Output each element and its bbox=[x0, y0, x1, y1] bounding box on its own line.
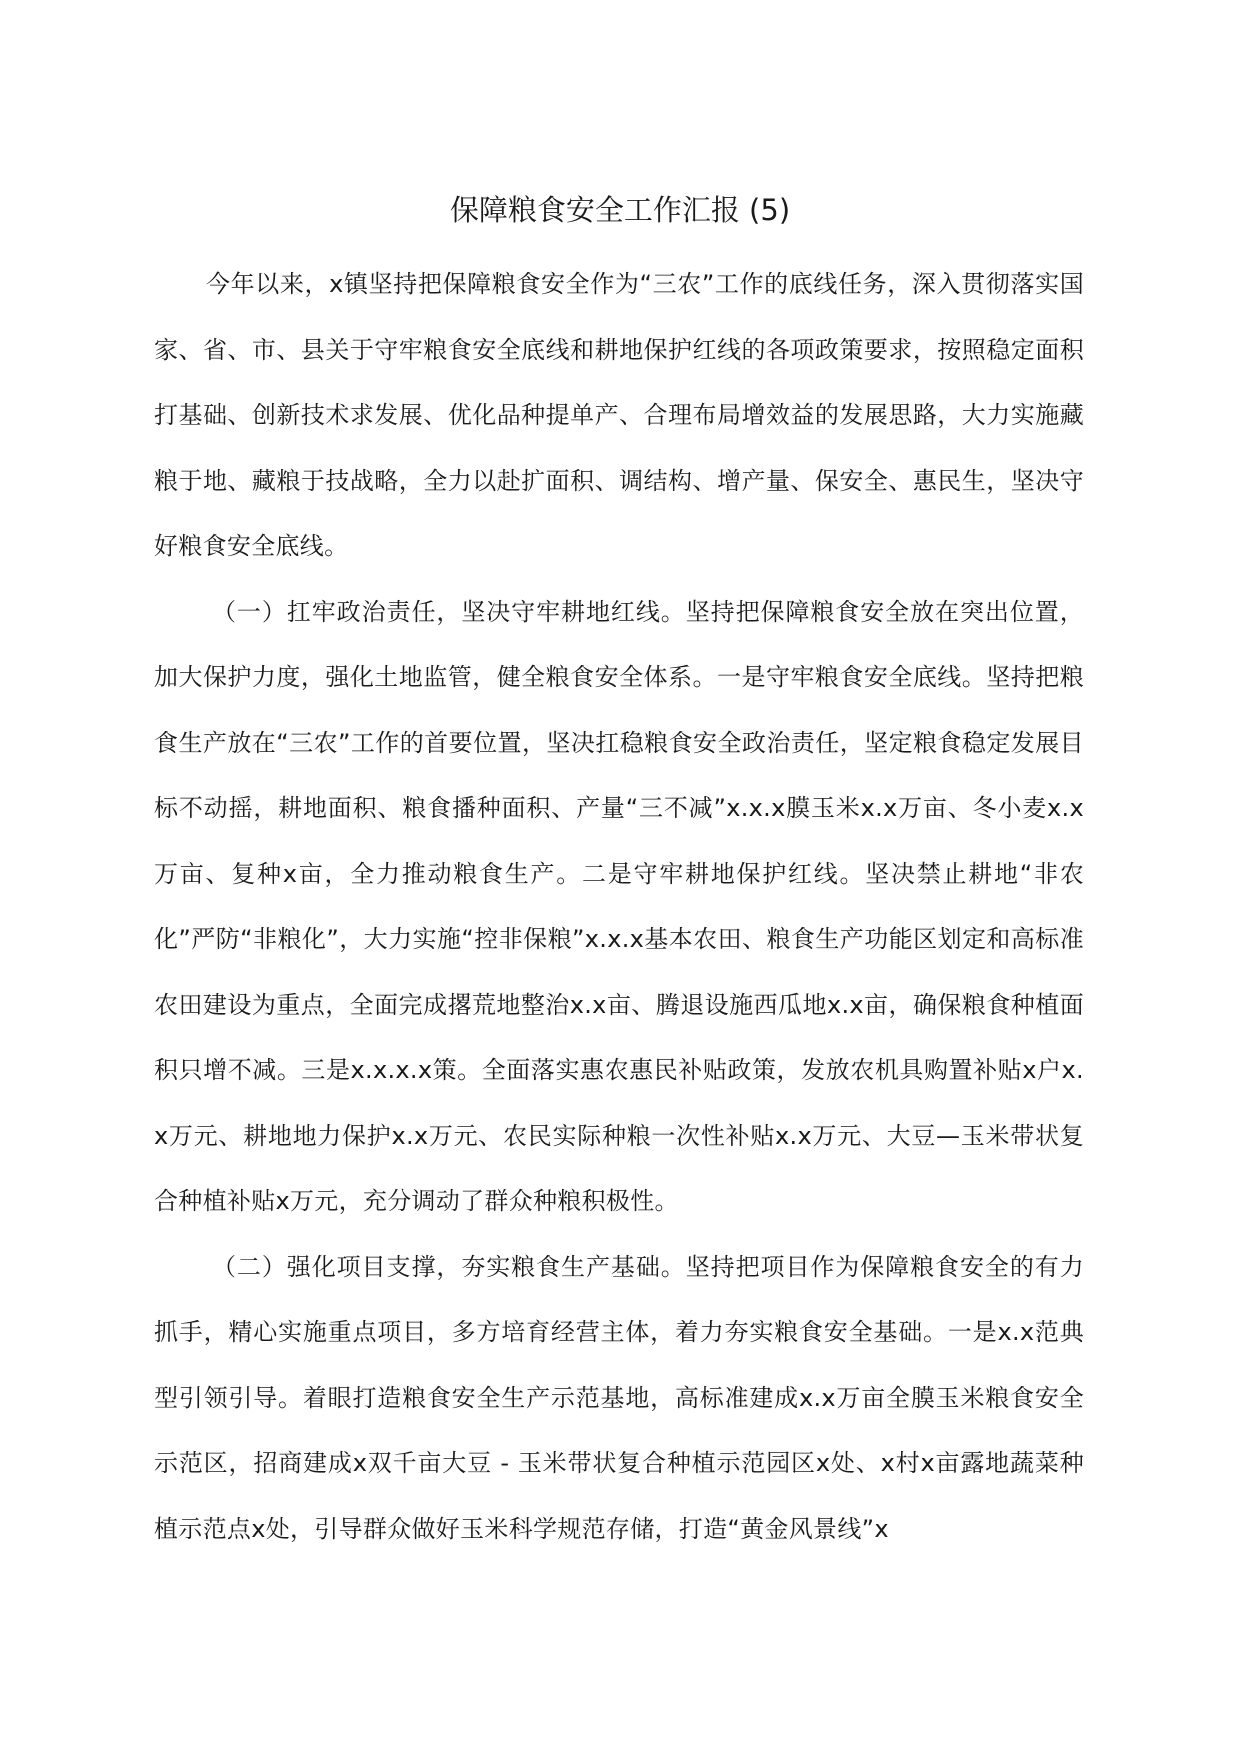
document-title: 保障粮食安全工作汇报 (5) bbox=[449, 193, 791, 227]
paragraph-section-1: （一）扛牢政治责任，坚决守牢耕地红线。坚持把保障粮食安全放在突出位置，加大保护力度，强化土地监管，健全粮食安全体系。一是守牢粮食安全底线。坚持把粮食生产放在“三农”工作的首要位置，坚决扛稳粮食安全政治责任，坚定粮食稳定发展目标不动摇，耕地面积、粮食播种面积、产量“三不减”x.x.x膜玉米x.x万亩、冬小麦x.x万亩、复种x亩，全力推动粮食生产。二是守牢耕地保护红线。坚决禁止耕地“非农化”严防“非粮化”，大力实施“控非保粮”x.x.x基本农田、粮食生产功能区划定和高标准农田建设为重点，全面完成撂荒地整治x.x亩、腾退设施西瓜地x.x亩，确保粮食种植面积只增不减。三是x.x.x.x策。全面落实惠农惠民补贴政策，发放农机具购置补贴x户x.x万元、耕地地力保护x.x万元、农民实际种粮一次性补贴x.x万元、大豆—玉米带状复合种植补贴x万元，充分调动了群众种粮积极性。 bbox=[154, 597, 1084, 1215]
document-body bbox=[154, 252, 1084, 1562]
paragraph-section-2: （二）强化项目支撑，夯实粮食生产基础。坚持把项目作为保障粮食安全的有力抓手，精心实施重点项目，多方培育经营主体，着力夯实粮食安全基础。一是x.x范典型引领引导。着眼打造粮食安全生产示范基地，高标准建成x.x万亩全膜玉米粮食安全示范区，招商建成x双千亩大豆 - 玉米带状复合种植示范园区x处、x村x亩露地蔬菜种植示范点x处，引导群众做好玉米科学规范存储，打造“黄金风景线”x bbox=[154, 1252, 1084, 1543]
paragraph-intro: 今年以来，x镇坚持把保障粮食安全作为“三农”工作的底线任务，深入贯彻落实国家、省、市、县关于守牢粮食安全底线和耕地保护红线的各项政策要求，按照稳定面积打基础、创新技术求发展、优化品种提单产、合理布局增效益的发展思路，大力实施藏粮于地、藏粮于技战略，全力以赴扩面积、调结构、增产量、保安全、惠民生，坚决守好粮食安全底线。 bbox=[154, 270, 1084, 560]
